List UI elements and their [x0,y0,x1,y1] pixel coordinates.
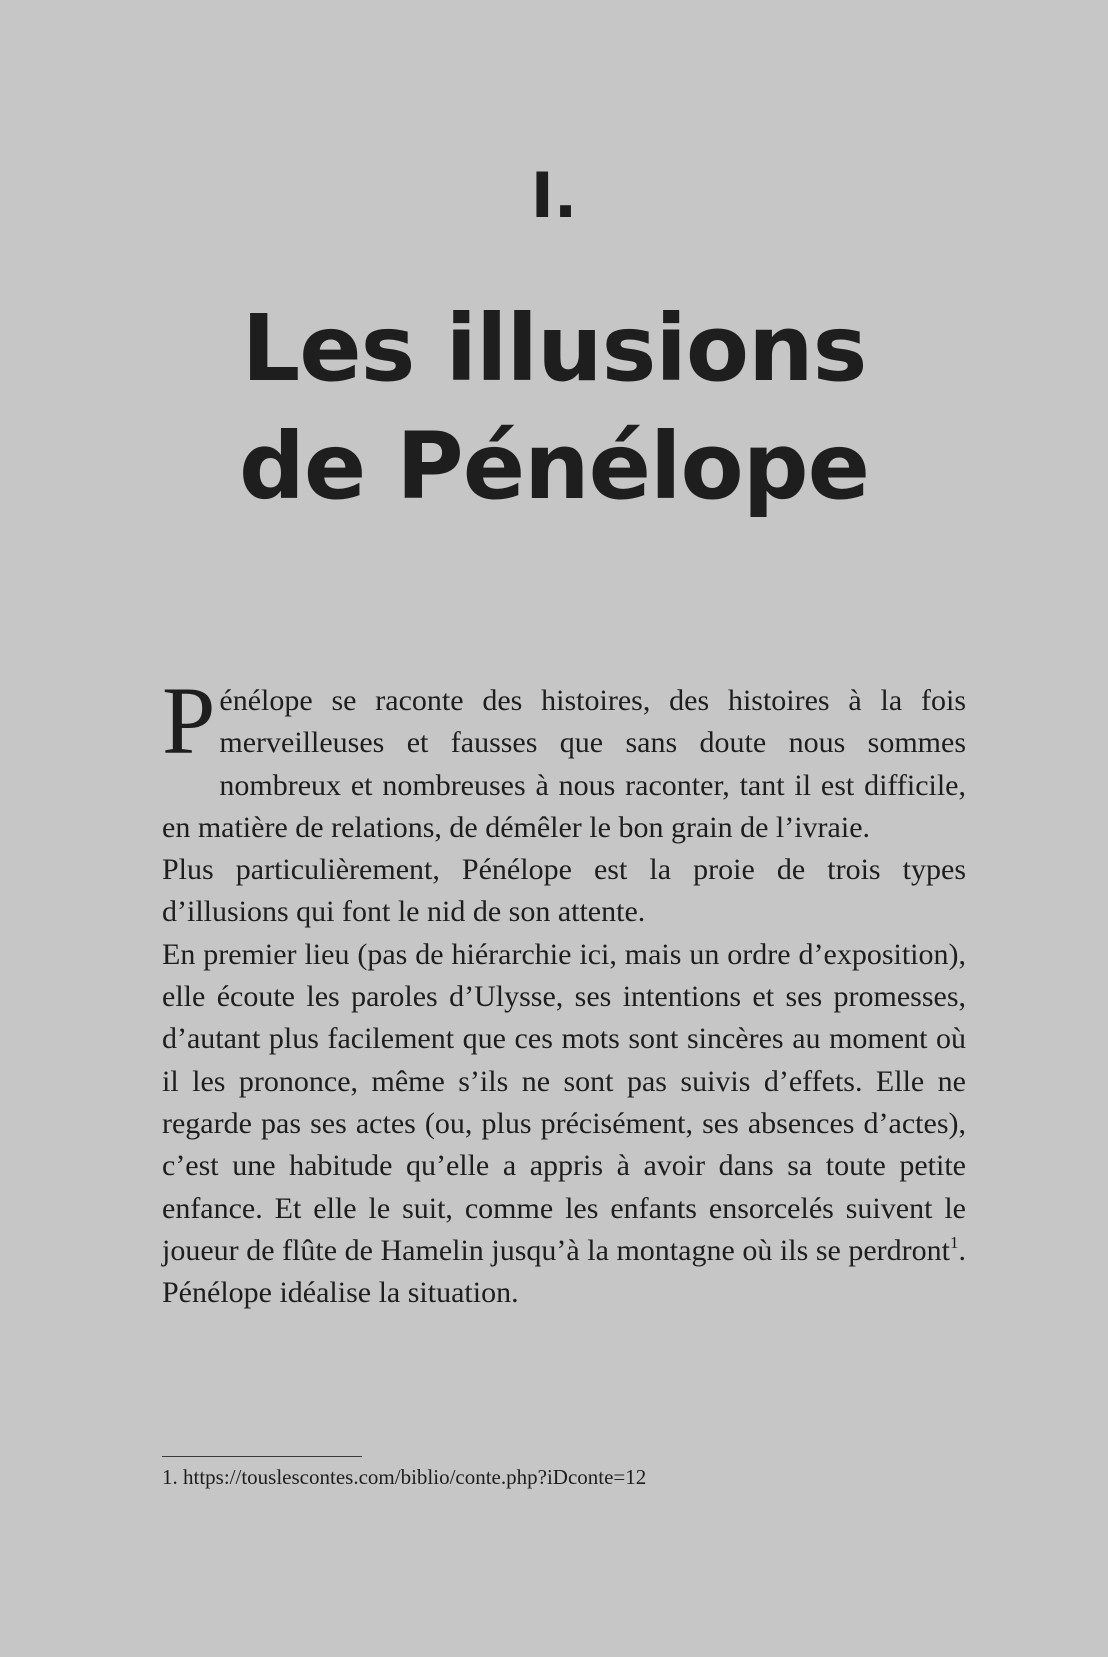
body-text [162,667,966,1314]
footnote-number: 1. [162,1465,178,1489]
chapter-title [0,290,1108,526]
chapter-title-line-1: Les illusions [241,295,867,402]
paragraph-1-text: énélope se raconte des histoires, des histoires à la fois merveilleuses et fausses que sans doute nous sommes nombreux et nombreuses à nous raconter, tant il est difficile, en matière de relations, de démêler le bon grain de l’ivraie. [162,684,966,844]
paragraph-3 [162,934,966,1315]
paragraph-1 [162,667,966,849]
paragraph-3-text: En premier lieu (pas de hiérarchie ici, mais un ordre d’exposition), elle écoute les paroles d’Ulysse, ses intentions et ses promesses, d’autant plus facilement que ces mots sont sincères au moment où il les prononce, même s’ils ne sont pas suivis d’effets. Elle ne regarde pas ses actes (ou, plus précisément, ses absences d’actes), c’est une habitude qu’elle a appris à avoir dans sa toute petite enfance. Et elle le suit, comme les enfants ensorcelés suivent le joueur de flûte de Hamelin jusqu’à la montagne où ils se perdront [162,937,966,1267]
footnote-link[interactable]: https://touslescontes.com/biblio/conte.php?iDconte=12 [183,1465,647,1489]
chapter-number: I. [530,159,578,232]
footnote [162,1462,962,1492]
paragraph-2: Plus particulièrement, Pénélope est la proie de trois types d’illusions qui font le nid de son attente. [162,853,966,929]
drop-cap: P [162,667,216,774]
footnote-reference[interactable]: 1 [950,1232,959,1252]
footnote-divider [162,1456,362,1457]
chapter-title-line-2: de Pénélope [239,413,869,520]
paragraph-3-end: . Pénélope idéalise la situation. [162,1233,966,1310]
